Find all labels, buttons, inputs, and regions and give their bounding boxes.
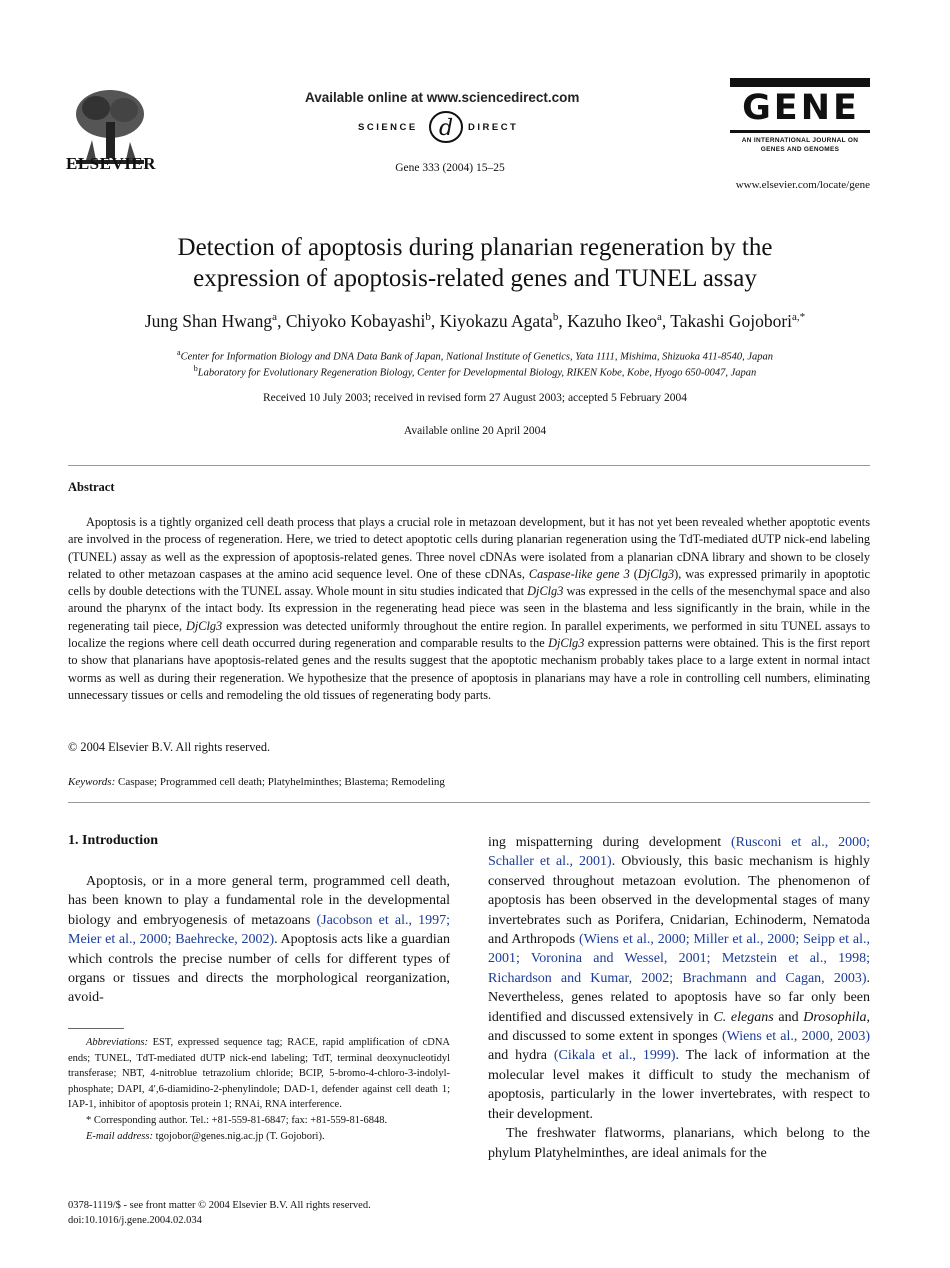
title-line-2: expression of apoptosis-related genes and TUNEL assay: [193, 265, 757, 292]
intro-left-column: Apoptosis, or in a more general term, programmed cell death, has been known to play a fundamental role in the developmental biology and embryogenesis of metazoans (Jacobson et al., 1997; Meier et al., 2000; Baehrecke, 2002). Apoptosis acts like a guardian which controls the precise number of cells for different types of organs or tissues and directs the morphological reorganization, avoid-: [68, 874, 450, 1006]
intro-paragraph: ing mispatterning during development (Rusconi et al., 2000; Schaller et al., 2001). Obviously, this basic mechanism is highly conserved throughout metazoan evolution. The phenomenon of apoptosis has been observed in the developmental stages of many invertebrates such as Porifera, Cnidarian, Echinoderm, Nematoda and Arthropods (Wiens et al., 2000; Miller et al., 2000; Seipp et al., 2001; Voronina and Wessel, 2001; Metzstein et al., 1998; Richardson and Kumar, 2002; Brachmann and Cagan, 2003). Nevertheless, genes related to apoptosis have so far only been identified and discussed extensively in C. elegans and Drosophila, and discussed to some extent in sponges (Wiens et al., 2000, 2003) and hydra (Cikala et al., 1999). The lack of information at the molecular level makes it difficult to study the mechanism of apoptosis, particularly in the lower invertebrates, with respect to their development.: [488, 835, 871, 1122]
article-title: [80, 232, 870, 294]
journal-subtitle-line2: GENES AND GENOMES: [760, 146, 840, 153]
sciencedirect-logo: [340, 110, 570, 144]
footnote-divider: [68, 1028, 124, 1029]
footnote-abbreviations: Abbreviations: EST, expressed sequence tag; RACE, rapid amplification of cDNA ends; TUNEL, TdT-mediated dUTP nick-end labeling; TdT, terminal deoxynucleotidyl transferase; NBT, 4-nitroblue tetrazolium chloride; BCIP, 5-bromo-4-chloro-3-indolyl-phosphate; DAPI, 4′,6-diamidino-2-phenylindole; DAD-1, defender against cell death 1; IAP-1, inhibitor of apoptosis protein 1; RNAi, RNA interference.: [68, 1037, 450, 1111]
author-name[interactable]: Kiyokazu Agata: [439, 311, 553, 331]
publisher-name: ELSEVIER: [66, 154, 156, 173]
citation-link[interactable]: (Cikala et al., 1999): [553, 1048, 676, 1064]
abstract-copyright: © 2004 Elsevier B.V. All rights reserved.: [68, 740, 271, 754]
intro-right-column: [488, 833, 870, 1163]
logo-bar-top: [730, 78, 870, 87]
affiliation-text: Laboratory for Evolutionary Regeneration Biology, Center for Developmental Biology, RIKEN Kobe, Kobe, Hyogo 650-0047, Japan: [197, 367, 757, 379]
journal-subtitle: [730, 136, 870, 154]
sd-left-text: SCIENCE: [358, 122, 418, 133]
journal-name: GENE: [742, 88, 860, 128]
svg-text:d: d: [439, 116, 454, 141]
author-affil-mark: a: [272, 311, 278, 324]
issn-line: 0378-1119/$ - see front matter © 2004 Elsevier B.V. All rights reserved.: [68, 1200, 371, 1211]
affiliation-b: [40, 364, 910, 379]
article-history: Received 10 July 2003; received in revised form 27 August 2003; accepted 5 February 2004: [262, 392, 688, 404]
author-affil-mark: a,*: [792, 311, 806, 324]
sciencedirect-d-icon: [428, 110, 464, 144]
journal-logo: [730, 78, 870, 168]
citation-link[interactable]: (Jacobson et al., 1997; Meier et al., 2000; Baehrecke, 2002): [68, 912, 450, 948]
available-online-banner[interactable]: Available online at www.sciencedirect.com: [305, 90, 580, 105]
sd-right-text: DIRECT: [468, 122, 519, 133]
footnote-corresponding: * Corresponding author. Tel.: +81-559-81-6847; fax: +81-559-81-6848.: [86, 1114, 388, 1126]
affiliation-mark: b: [193, 364, 198, 373]
available-online-date: Available online 20 April 2004: [403, 425, 547, 437]
keywords-label: Keywords:: [68, 776, 116, 788]
citation-link[interactable]: (Wiens et al., 2000; Miller et al., 2000; Seipp et al., 2001; Voronina and Wessel, 2001; Metzstein et al., 1998; Richardson and Kumar, 2002; Brachmann and Cagan, 2003): [488, 932, 871, 986]
keywords-list: Caspase; Programmed cell death; Platyhelminthes; Blastema; Remodeling: [115, 776, 445, 788]
section-heading-introduction: 1. Introduction: [68, 833, 158, 848]
email-link[interactable]: tgojobor@genes.nig.ac.jp (T. Gojobori).: [152, 1130, 325, 1142]
title-line-1: Detection of apoptosis during planarian regeneration by the: [177, 234, 773, 261]
footnotes: [68, 1035, 450, 1144]
citation-link[interactable]: (Rusconi et al., 2000; Schaller et al., 2001): [488, 835, 870, 870]
logo-bar-mid: [730, 130, 870, 133]
abstract-text: Apoptosis is a tightly organized cell death process that plays a crucial role in metazoan development, but it has not yet been revealed whether apoptotic events are involved in the process of regeneration. Here, we tried to detect apoptotic cells during planarian regeneration using the TdT-mediated dUTP nick-end labeling (TUNEL) assay as well as the expression of apoptosis-related genes. Three novel cDNAs were isolated from a planarian cDNA library and shown to be closely related to other metazoan caspases at the amino acid sequence level. One of these cDNAs, Caspase-like gene 3 (DjClg3), was expressed primarily in apoptotic cells by double detections with the TUNEL assay. Whole mount in situ studies indicated that DjClg3 was expressed in the cells of the mesenchymal space and also around the pharynx of the intact body. Its expression in the regenerating head piece was seen in the blastema and less significantly in the brain, while in the regenerating tail piece, DjClg3 expression was detected uniformly throughout the entire region. In parallel experiments, we performed in situ TUNEL assays to localize the regions where cell death occurred during regeneration and comparable results to the DjClg3 expression patterns were obtained. This is the first report to show that planarians have apoptosis-related genes and the results suggest that the apoptotic mechanism probably takes place to a large extent in normal intact worms as well as during their regeneration. We hypothesize that the presence of apoptosis in planarians may have a role in controlling cell numbers, eliminating unnecessary tissues or cells and remodeling the old tissues of regenerating body parts.: [68, 515, 871, 702]
author-name[interactable]: Takashi Gojobori: [670, 311, 793, 331]
affiliation-mark: a: [177, 348, 181, 357]
journal-url-link[interactable]: www.elsevier.com/locate/gene: [735, 179, 870, 191]
affiliation-a: [40, 348, 910, 363]
journal-subtitle-line1: AN INTERNATIONAL JOURNAL ON: [741, 137, 859, 144]
journal-citation: Gene 333 (2004) 15–25: [395, 162, 505, 174]
page-footer: [68, 1198, 468, 1228]
abstract-heading: Abstract: [68, 480, 115, 494]
author-name[interactable]: Jung Shan Hwang: [144, 311, 273, 331]
author-list: Jung Shan Hwang$^a$, Chiyoko Kobayashi$^b$, Kiyokazu Agata$^b$, Kazuho Ikeo$^a$, Takashi Gojobori$^{a,*}$: [144, 311, 806, 331]
author-affil-mark: b: [552, 311, 559, 324]
author-affil-mark: b: [425, 311, 431, 324]
doi-line[interactable]: doi:10.1016/j.gene.2004.02.034: [68, 1215, 202, 1226]
author-name[interactable]: Chiyoko Kobayashi: [285, 311, 426, 331]
footnote-email: E-mail address: tgojobor@genes.nig.ac.jp (T. Gojobori).: [86, 1130, 325, 1142]
citation-link[interactable]: (Wiens et al., 2000, 2003): [721, 1029, 870, 1045]
author-affil-mark: a: [656, 311, 662, 324]
divider-top: [68, 465, 870, 466]
intro-paragraph: The freshwater flatworms, planarians, which belong to the phylum Platyhelminthes, are ideal animals for the: [488, 1126, 870, 1161]
divider-bottom: [68, 802, 870, 803]
author-name[interactable]: Kazuho Ikeo: [567, 311, 657, 331]
keywords: [68, 776, 445, 788]
affiliation-text: Center for Information Biology and DNA Data Bank of Japan, National Institute of Genetics, Yata 1111, Mishima, Shizuoka 411-8540, Japan: [180, 351, 773, 363]
